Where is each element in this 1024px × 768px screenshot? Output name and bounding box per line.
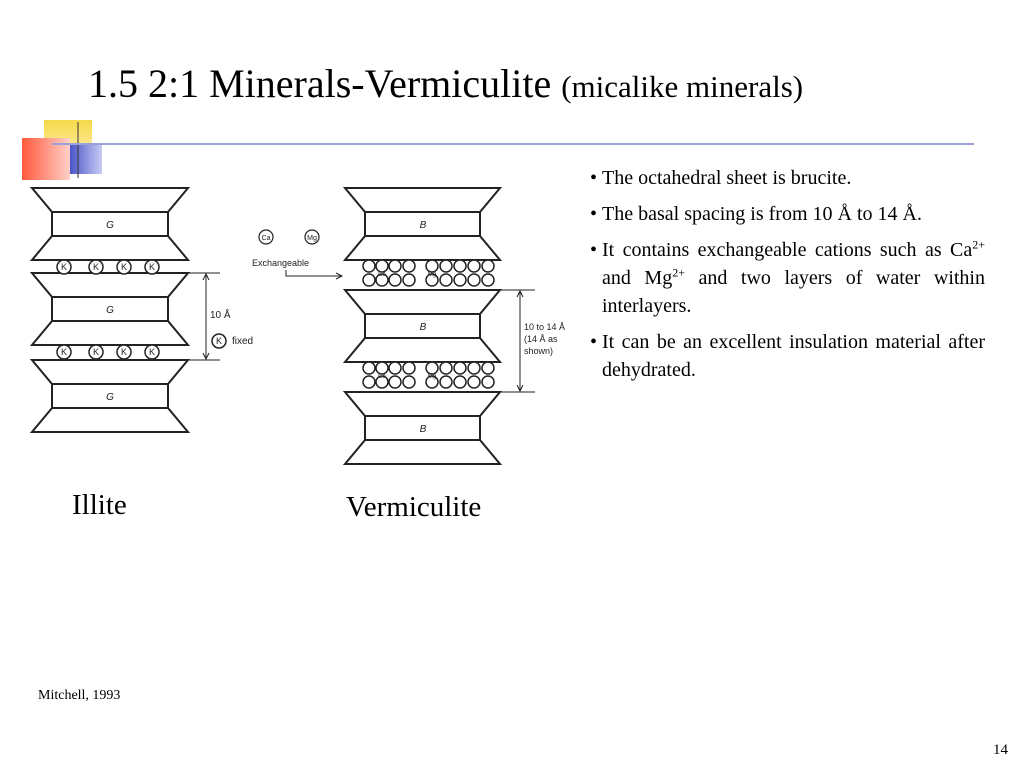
verm-spacing-label-2: (14 Å as <box>524 334 558 344</box>
potassium-ion: K <box>148 347 156 357</box>
potassium-ion: K <box>92 262 100 272</box>
magnesium-ion: Mg <box>427 374 437 380</box>
bullet-dot-icon: • <box>590 167 598 189</box>
illite-layer-label: G <box>106 305 114 316</box>
calcium-ion: Ca <box>378 272 386 278</box>
potassium-ion: K <box>120 347 128 357</box>
bullet-list <box>590 164 985 392</box>
fixed-label: fixed <box>232 336 254 347</box>
potassium-ion: K <box>148 262 156 272</box>
title-sub: (micalike minerals) <box>561 69 804 104</box>
illite-layer-label: G <box>106 220 114 231</box>
title-rule <box>52 143 974 145</box>
vermiculite-layer-label: B <box>419 220 427 231</box>
calcium-ion: Ca <box>378 374 386 380</box>
bullet-item: • The octahedral sheet is brucite. <box>590 164 985 192</box>
potassium-ion: K <box>60 262 68 272</box>
illite-caption: Illite <box>72 489 127 521</box>
bullet-item: • It contains exchangeable cations such as $Ca^{2+}$ and $Mg^{2+}$ and two layers of water within interlayers. <box>590 237 985 317</box>
bullet-item: • The basal spacing is from 10 Å to 14 Å. <box>590 200 985 228</box>
mineral-structure-diagram <box>20 180 566 470</box>
bullet-item: • It can be an excellent insulation material after dehydrated. <box>590 328 985 384</box>
page-number: 14 <box>993 742 1008 758</box>
calcium-legend-ion: Ca <box>261 235 271 242</box>
verm-spacing-label-1: 10 to 14 Å <box>524 322 566 332</box>
magnesium-ion: Mg <box>427 272 437 278</box>
bullet-dot-icon: • <box>590 239 598 261</box>
potassium-ion: K <box>120 262 128 272</box>
vermiculite-layer-label: B <box>419 424 427 435</box>
slide-title <box>88 60 803 111</box>
verm-spacing-label-3: shown) <box>524 346 554 356</box>
logo-square-blue <box>70 144 102 174</box>
source-citation: Mitchell, 1993 <box>38 688 121 703</box>
magnesium-legend-ion: Mg <box>307 235 317 242</box>
title-main: 1.5 2:1 Minerals-Vermiculite <box>88 61 562 106</box>
vermiculite-caption: Vermiculite <box>346 491 482 523</box>
exchangeable-label: Exchangeable <box>252 258 310 268</box>
potassium-ion: K <box>92 347 100 357</box>
bullet-dot-icon: • <box>590 203 598 225</box>
vermiculite-layer-label: B <box>419 322 427 333</box>
illite-layer-label: G <box>106 392 114 403</box>
potassium-ion: K <box>60 347 68 357</box>
potassium-legend-ion: K <box>215 336 223 346</box>
bullet-dot-icon: • <box>590 331 598 353</box>
illite-spacing-label: 10 Å <box>210 310 231 321</box>
